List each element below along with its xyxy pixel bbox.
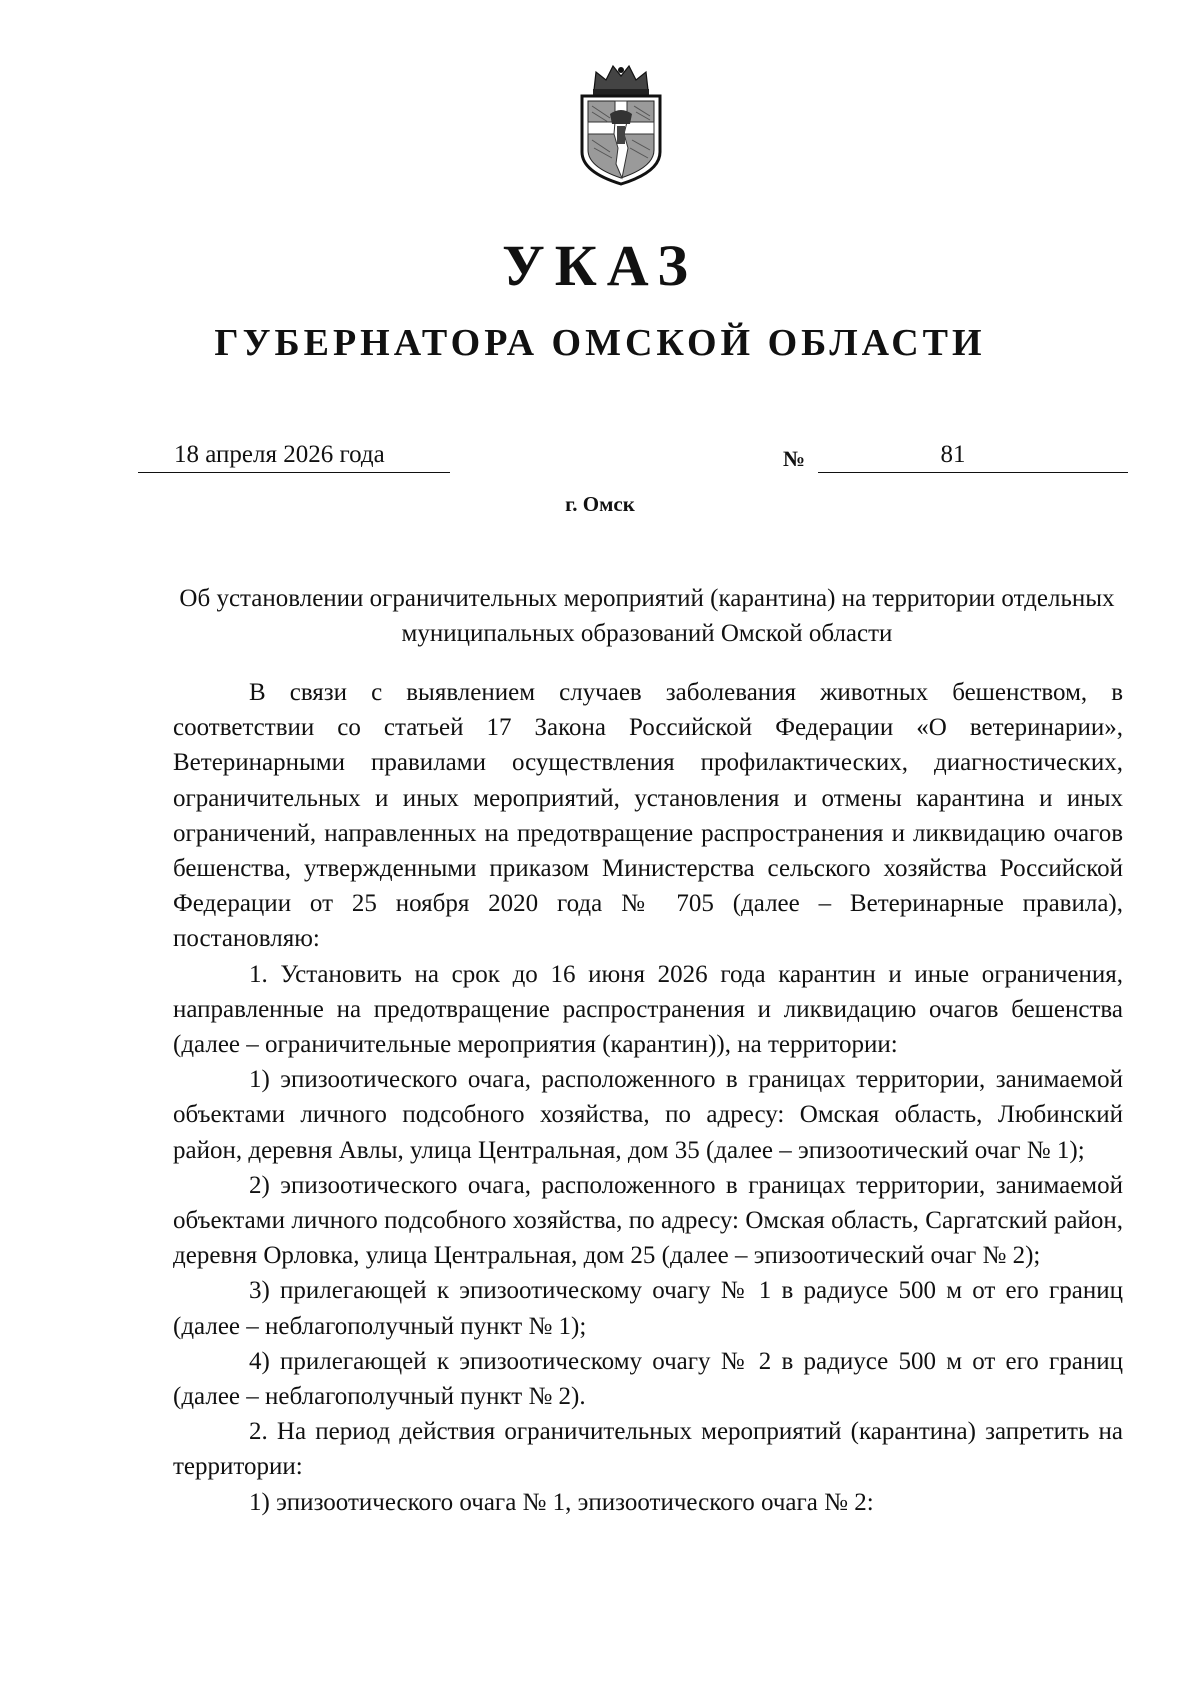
- paragraph-subitem-1-2: 2) эпизоотического очага, расположенного в границах территории, занимаемой объектами личного подсобного хозяйства, по адресу: Омская область, Саргатский район, деревня Орловка, улица Центральная, дом 25 (далее – эпизоотический очаг № 2);: [173, 1171, 1123, 1270]
- document-number: 81: [818, 438, 1128, 473]
- paragraph-subitem-2-1: 1) эпизоотического очага № 1, эпизоотического очага № 2:: [249, 1488, 874, 1516]
- issuer-title: ГУБЕРНАТОРА ОМСКОЙ ОБЛАСТИ: [214, 322, 986, 364]
- paragraph-item-2: 2. На период действия ограничительных мероприятий (карантина) запретить на территории:: [173, 1418, 1123, 1481]
- omsk-oblast-coat-of-arms-icon: [560, 60, 682, 188]
- paragraph-item-1: 1. Установить на срок до 16 июня 2026 года карантин и иные ограничения, направленные на предотвращение распространения и ликвидацию очагов бешенства (далее – ограничительные мероприятия (карантин)), на территории:: [173, 960, 1123, 1059]
- paragraph-subitem-1-4: 4) прилегающей к эпизоотическому очагу № 2 в радиусе 500 м от его границ (далее – неблагополучный пункт № 2).: [173, 1347, 1123, 1411]
- document-date: 18 апреля 2026 года: [138, 438, 450, 473]
- date-number-row: [0, 438, 1200, 478]
- document-body: [173, 675, 1123, 1520]
- issue-city: г. Омск: [565, 492, 635, 516]
- paragraph-subitem-1-3: 3) прилегающей к эпизоотическому очагу № 1 в радиусе 500 м от его границ (далее – неблагополучный пункт № 1);: [173, 1277, 1123, 1340]
- paragraph-subitem-1-1: 1) эпизоотического очага, расположенного в границах территории, занимаемой объектами личного подсобного хозяйства, по адресу: Омская область, Любинский район, деревня Авлы, улица Центральная, дом 35 (далее – эпизоотический очаг № 1);: [173, 1066, 1123, 1164]
- paragraph-preamble: В связи с выявлением случаев заболевания животных бешенством, в соответствии со статьей 17 Закона Российской Федерации «О ветеринарии», Ветеринарными правилами осуществления профилактических, диагностических, ограничительных и иных мероприятий, установления и отмены карантина и иных ограничений, направленных на предотвращение распространения и ликвидацию очагов бешенства, утвержденными приказом Министерства сельского хозяйства Российской Федерации от 25 ноября 2020 года № 705 (далее – Ветеринарные правила), постановляю:: [173, 679, 1123, 953]
- document-subject: Об установлении ограничительных мероприятий (карантина) на территории отдельных муниципальных образований Омской области: [179, 585, 1115, 647]
- document-type-title: УКАЗ: [502, 233, 698, 298]
- number-sign: №: [783, 446, 806, 471]
